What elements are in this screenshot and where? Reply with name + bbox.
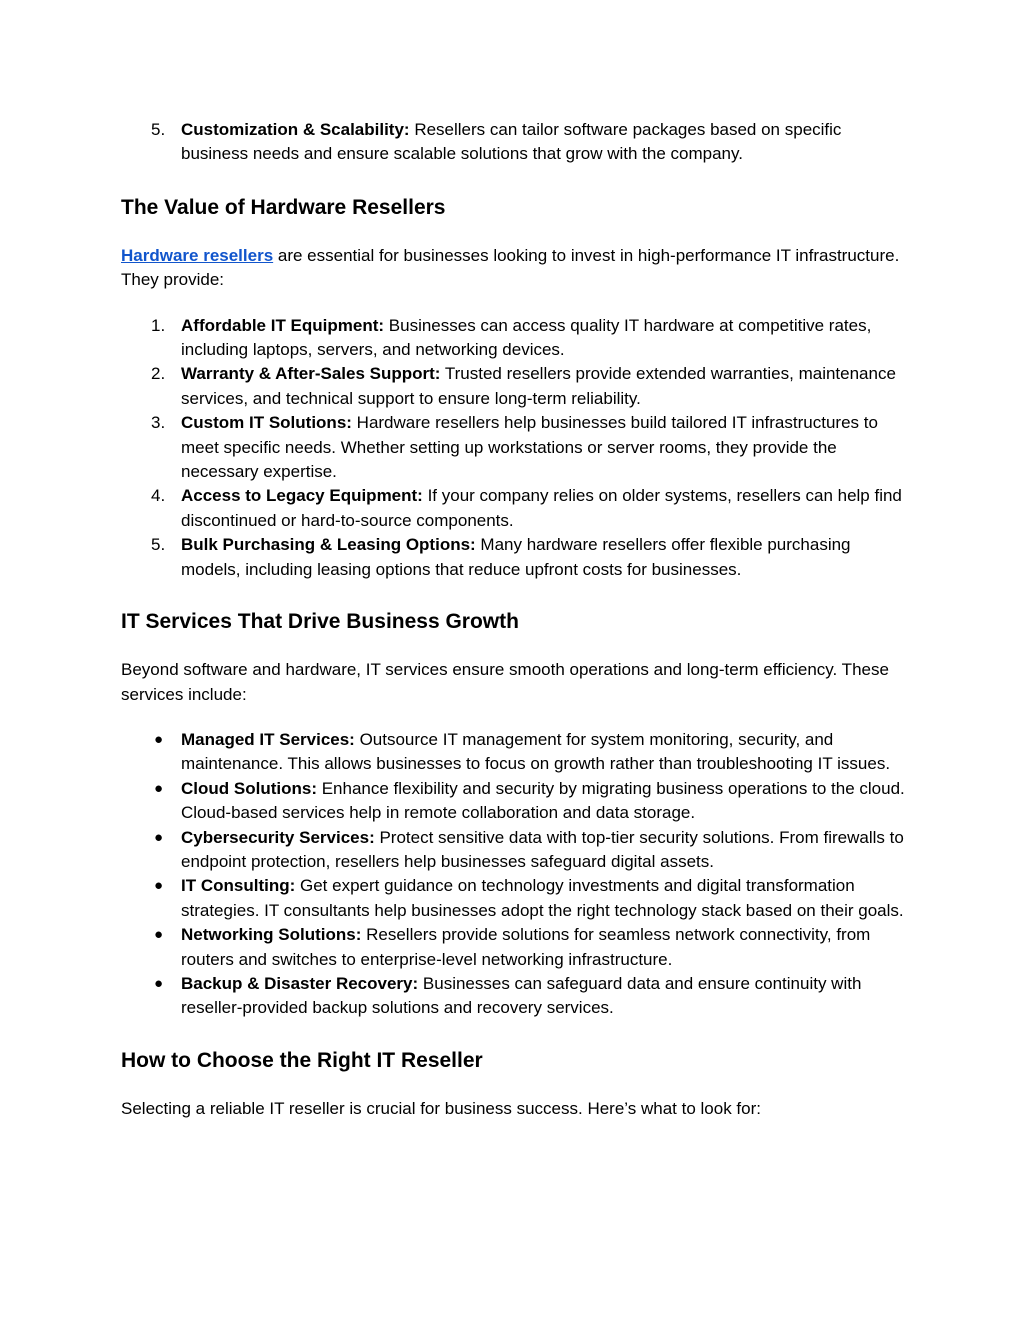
list-item	[121, 777, 911, 826]
section-heading-services: IT Services That Drive Business Growth	[121, 610, 519, 634]
list-item-text: Enhance flexibility and security by migrating business operations to the cloud. Cloud-based services help in remote collaboration and data storage.	[181, 778, 905, 823]
list-item-title: Custom IT Solutions:	[181, 413, 352, 433]
list-item-text: Hardware resellers help businesses build tailored IT infrastructures to meet specific needs. Whether setting up workstations or server rooms, they provide the necessary expertise.	[181, 413, 878, 482]
bullet-icon: ●	[154, 974, 164, 992]
list-item-text: Get expert guidance on technology investments and digital transformation strategies. IT consultants help businesses adopt the right technology stack based on their goals.	[181, 876, 904, 920]
bullet-icon: ●	[154, 926, 164, 944]
list-number: 4.	[151, 486, 166, 506]
numbered-list-software	[121, 118, 911, 167]
bullet-icon: ●	[154, 730, 164, 748]
list-item-title: Cybersecurity Services:	[181, 827, 375, 847]
numbered-list-hardware	[121, 314, 911, 582]
list-item-title: Access to Legacy Equipment:	[181, 486, 423, 506]
section-heading-choose: How to Choose the Right IT Reseller	[121, 1048, 483, 1072]
list-item	[121, 923, 911, 972]
choose-intro-paragraph: Selecting a reliable IT reseller is crucial for business success. Here’s what to look for:	[121, 1098, 761, 1118]
list-item-title: IT Consulting:	[181, 876, 296, 896]
list-item-text: If your company relies on older systems, resellers can help find discontinued or hard-to-source components.	[181, 486, 902, 530]
list-item-text: Outsource IT management for system monitoring, security, and maintenance. This allows businesses to focus on growth rather than troubleshooting IT issues.	[181, 729, 891, 774]
list-item-title: Affordable IT Equipment:	[181, 315, 385, 335]
list-item-text: Trusted resellers provide extended warranties, maintenance services, and technical support to ensure long-term reliability.	[181, 364, 896, 408]
bullet-icon: ●	[154, 877, 164, 895]
list-item	[121, 362, 911, 411]
list-item	[121, 826, 911, 875]
list-item-text: Businesses can access quality IT hardware at competitive rates, including laptops, servers, and networking devices.	[181, 315, 872, 360]
list-item	[121, 411, 911, 484]
list-item-text: Businesses can safeguard data and ensure continuity with reseller-provided backup solutions and recovery services.	[181, 973, 862, 1018]
list-item-text: Resellers provide solutions for seamless network connectivity, from routers and switches to enterprise-level networking infrastructure.	[181, 925, 871, 969]
hardware-intro-paragraph	[121, 244, 911, 293]
list-item-text: Resellers can tailor software packages based on specific business needs and ensure scalable solutions that grow with the company.	[181, 120, 842, 164]
list-item-title: Cloud Solutions:	[181, 778, 317, 798]
services-intro-paragraph: Beyond software and hardware, IT services ensure smooth operations and long-term efficiency. These services include:	[121, 660, 889, 704]
list-item-title: Warranty & After-Sales Support:	[181, 364, 441, 384]
list-item	[121, 314, 911, 363]
list-number: 5.	[151, 535, 166, 555]
document-page	[121, 118, 911, 1121]
list-item-text: Many hardware resellers offer flexible purchasing models, including leasing options that reduce upfront costs for businesses.	[181, 535, 851, 579]
list-number: 5.	[151, 120, 166, 139]
bullet-icon: ●	[154, 828, 164, 846]
list-item	[121, 484, 911, 533]
list-number: 2.	[151, 364, 166, 384]
bullet-list-services	[121, 728, 911, 1021]
list-item-title: Backup & Disaster Recovery:	[181, 973, 419, 993]
bullet-icon: ●	[154, 779, 164, 797]
list-item	[121, 533, 911, 582]
list-number: 1.	[151, 315, 166, 335]
list-item	[121, 874, 911, 923]
list-number: 3.	[151, 413, 166, 433]
list-item-title: Bulk Purchasing & Leasing Options:	[181, 535, 476, 555]
list-item-title: Networking Solutions:	[181, 925, 362, 945]
list-item-text: Protect sensitive data with top-tier security solutions. From firewalls to endpoint protection, resellers help businesses safeguard digital assets.	[181, 827, 904, 871]
list-item	[121, 728, 911, 777]
list-item-title: Managed IT Services:	[181, 729, 355, 749]
hardware-resellers-link[interactable]: Hardware resellers	[121, 245, 274, 265]
list-item-title: Customization & Scalability:	[181, 120, 410, 139]
list-item	[121, 118, 911, 167]
list-item	[121, 972, 911, 1021]
hardware-intro-text: are essential for businesses looking to invest in high-performance IT infrastructure. They provide:	[121, 245, 900, 290]
section-heading-hardware: The Value of Hardware Resellers	[121, 195, 446, 219]
